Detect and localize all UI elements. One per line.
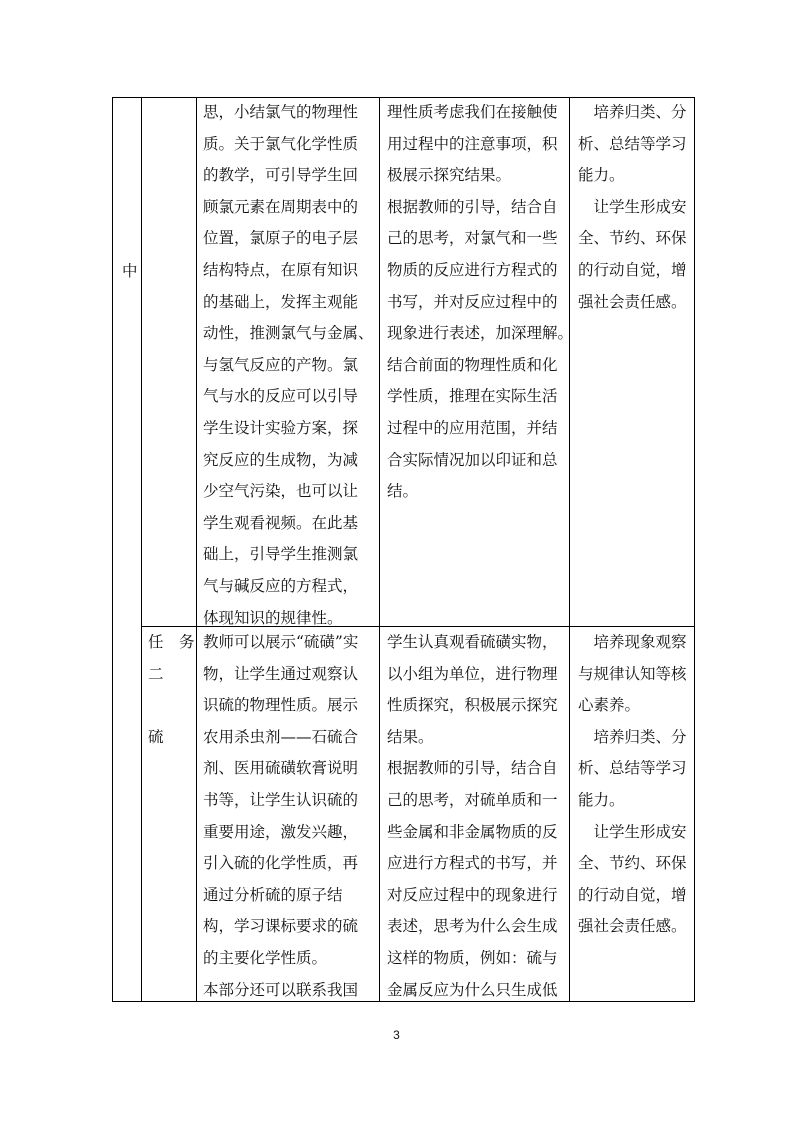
text-line: 能力。 bbox=[578, 790, 625, 809]
text-line: 全、节约、环保 bbox=[578, 854, 687, 873]
text-line: 气与水的反应可以引导 bbox=[203, 387, 359, 406]
text-line: 学生观看视频。在此基 bbox=[203, 513, 359, 532]
lesson-plan-table bbox=[112, 97, 695, 1002]
text-line: 全、节约、环保 bbox=[578, 229, 687, 248]
text-line: 培养现象观察 bbox=[578, 633, 687, 651]
text-line: 结。 bbox=[387, 482, 419, 501]
text-line: 过程中的应用范围，并结 bbox=[387, 418, 558, 437]
text-line: 农用杀虫剂——石硫合 bbox=[203, 727, 359, 746]
text-line: 气与碱反应的方程式， bbox=[203, 576, 359, 595]
lower-teacher-activity-cell bbox=[203, 627, 358, 1006]
text-line: 结构特点，在原有知识 bbox=[203, 260, 359, 279]
text-line: 构，学习课标要求的硫 bbox=[203, 917, 359, 936]
text-line: 体现知识的规律性。 bbox=[203, 608, 343, 627]
text-line: 位置，氯原子的电子层 bbox=[203, 229, 359, 248]
text-line: 究反应的生成物，为减 bbox=[203, 450, 359, 469]
text-line: 物质的反应进行方程式的 bbox=[387, 260, 558, 279]
text-line: 己的思考，对氯气和一些 bbox=[387, 229, 558, 248]
text-line: 通过分析硫的原子结 bbox=[203, 885, 343, 904]
text-line: 根据教师的引导，结合自 bbox=[387, 759, 558, 778]
text-line: 这样的物质，例如：硫与 bbox=[387, 948, 558, 967]
text-line: 的基础上，发挥主观能 bbox=[203, 292, 359, 311]
text-line: 理性质考虑我们在接触使 bbox=[387, 103, 558, 121]
text-line: 析、总结等学习 bbox=[578, 759, 687, 778]
text-line: 合实际情况加以印证和总 bbox=[387, 450, 558, 469]
text-line: 与规律认知等核 bbox=[578, 664, 687, 683]
text-line: 剂、医用硫磺软膏说明 bbox=[203, 759, 359, 778]
lower-student-activity-cell bbox=[387, 627, 558, 1006]
section-label: 中 bbox=[122, 262, 138, 280]
text-line: 顾氯元素在周期表中的 bbox=[203, 197, 359, 216]
text-line: 现象进行表述，加深理解。 bbox=[387, 324, 574, 343]
text-line: 己的思考，对硫单质和一 bbox=[387, 790, 558, 809]
upper-design-intent-cell bbox=[578, 97, 687, 318]
text-line: 动性，推测氯气与金属、 bbox=[203, 324, 374, 343]
text-line: 的教学，可引导学生回 bbox=[203, 166, 359, 185]
text-line: 能力。 bbox=[578, 166, 625, 185]
text-line: 性质探究，积极展示探究 bbox=[387, 696, 558, 715]
text-line bbox=[148, 690, 195, 722]
text-line: 培养归类、分 bbox=[578, 727, 687, 746]
text-line: 些金属和非金属物质的反 bbox=[387, 822, 558, 841]
text-line: 极展示探究结果。 bbox=[387, 166, 512, 185]
column-divider bbox=[141, 98, 142, 1001]
upper-student-activity-cell bbox=[387, 97, 573, 508]
text-line: 学性质，推理在实际生活 bbox=[387, 387, 558, 406]
text-line: 二 bbox=[148, 664, 164, 683]
text-line: 结合前面的物理性质和化 bbox=[387, 355, 558, 374]
text-line: 的行动自觉，增 bbox=[578, 260, 687, 279]
text-line: 重要用途，激发兴趣， bbox=[203, 822, 359, 841]
text-line: 金属反应为什么只生成低 bbox=[387, 980, 558, 999]
text-line: 物，让学生通过观察认 bbox=[203, 664, 359, 683]
text-line: 的行动自觉，增 bbox=[578, 885, 687, 904]
text-line: 以小组为单位，进行物理 bbox=[387, 664, 558, 683]
text-line: 质。关于氯气化学性质 bbox=[203, 134, 359, 153]
text-line: 引入硫的化学性质，再 bbox=[203, 854, 359, 873]
text-line: 对反应过程中的现象进行 bbox=[387, 885, 558, 904]
text-line: 础上，引导学生推测氯 bbox=[203, 545, 359, 564]
page-number: 3 bbox=[393, 1028, 400, 1042]
text-line: 硫 bbox=[148, 727, 164, 746]
upper-teacher-activity-cell bbox=[203, 97, 374, 634]
text-line: 任 务 bbox=[148, 633, 195, 651]
text-line: 让学生形成安 bbox=[578, 197, 687, 216]
text-line: 学生设计实验方案，探 bbox=[203, 418, 359, 437]
text-line: 表述，思考为什么会生成 bbox=[387, 917, 558, 936]
text-line: 少空气污染，也可以让 bbox=[203, 482, 359, 501]
column-divider bbox=[196, 98, 197, 1001]
text-line: 析、总结等学习 bbox=[578, 134, 687, 153]
text-line: 与氢气反应的产物。氯 bbox=[203, 355, 359, 374]
text-line: 识硫的物理性质。展示 bbox=[203, 696, 359, 715]
text-line: 强社会责任感。 bbox=[578, 917, 687, 936]
text-line: 结果。 bbox=[387, 727, 434, 746]
text-line: 思，小结氯气的物理性 bbox=[203, 103, 359, 121]
column-divider bbox=[379, 98, 380, 1001]
text-line: 根据教师的引导，结合自 bbox=[387, 197, 558, 216]
text-line: 用过程中的注意事项，积 bbox=[387, 134, 558, 153]
text-line: 教师可以展示“硫磺”实 bbox=[203, 633, 359, 651]
text-line: 学生认真观看硫磺实物， bbox=[387, 633, 558, 651]
text-line: 本部分还可以联系我国 bbox=[203, 980, 359, 999]
text-line: 心素养。 bbox=[578, 696, 641, 715]
text-line: 的主要化学性质。 bbox=[203, 948, 328, 967]
lower-design-intent-cell bbox=[578, 627, 687, 943]
task-label bbox=[148, 627, 195, 753]
text-line: 让学生形成安 bbox=[578, 822, 687, 841]
text-line: 强社会责任感。 bbox=[578, 292, 687, 311]
text-line: 培养归类、分 bbox=[578, 103, 687, 121]
text-line: 书写，并对反应过程中的 bbox=[387, 292, 558, 311]
text-line: 书等，让学生认识硫的 bbox=[203, 790, 359, 809]
text-line: 应进行方程式的书写，并 bbox=[387, 854, 558, 873]
